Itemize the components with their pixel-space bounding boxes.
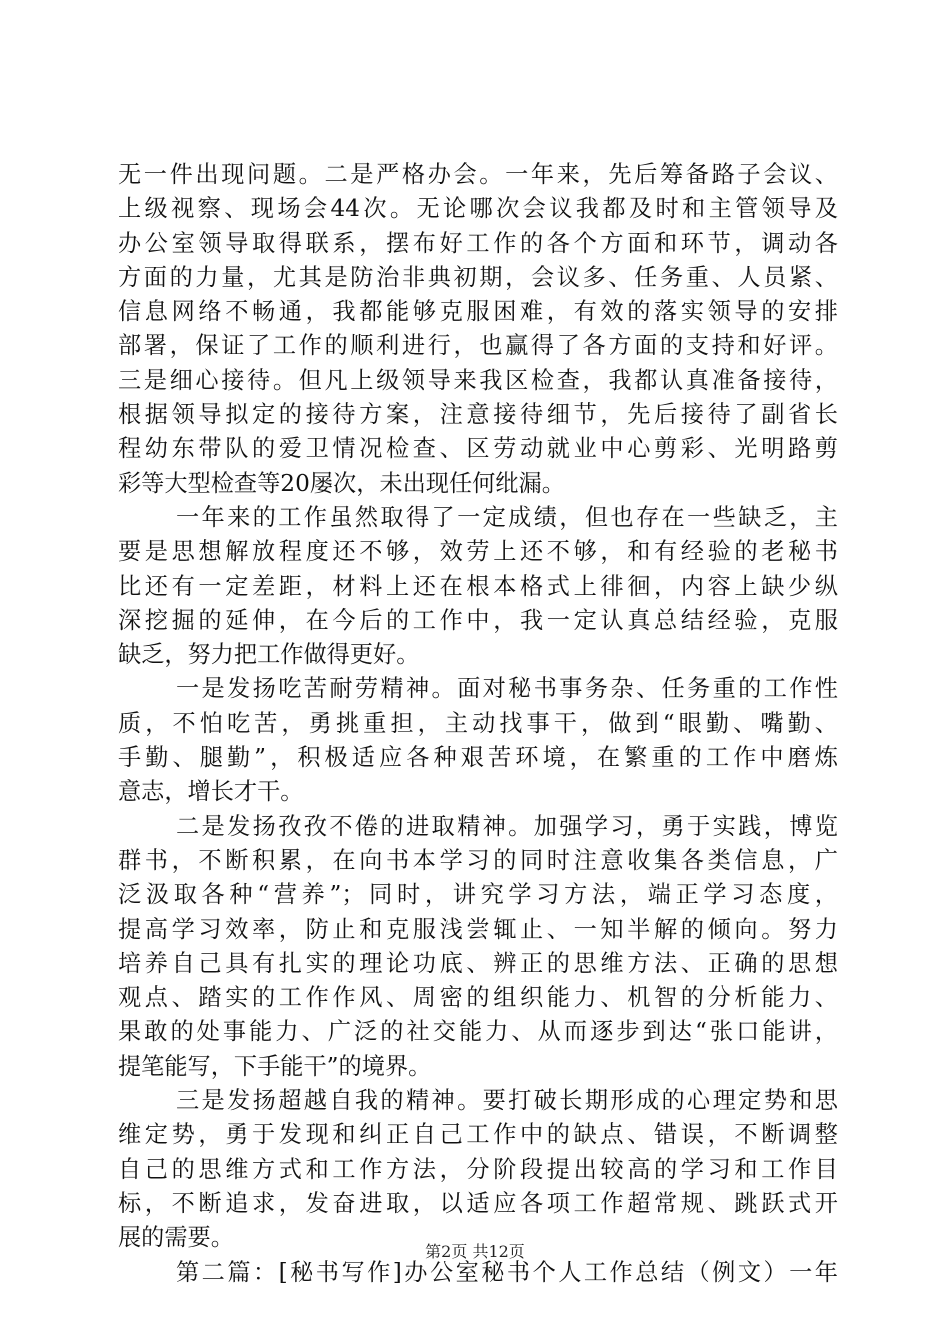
text-line: 一是发扬吃苦耐劳精神。面对秘书事务杂、任务重的工作性 — [176, 675, 838, 703]
text-line: 三是发扬超越自我的精神。要打破长期形成的心理定势和思 — [176, 1087, 838, 1115]
text-line: 观点、踏实的工作作风、周密的组织能力、机智的分析能力、 — [118, 984, 838, 1012]
text-line: 培养自己具有扎实的理论功底、辨正的思维方法、正确的思想 — [118, 949, 838, 977]
text-line: 意志，增长才干。 — [118, 778, 304, 806]
text-line: 果敢的处事能力、广泛的社交能力、从而逐步到达“张口能讲， — [118, 1018, 838, 1046]
text-line: 二是发扬孜孜不倦的进取精神。加强学习，勇于实践，博览 — [176, 812, 838, 840]
text-line: 信息网络不畅通，我都能够克服困难，有效的落实领导的安排 — [118, 298, 838, 326]
document-body — [118, 158, 838, 1290]
page-footer — [0, 1242, 950, 1262]
text-line: 手勤、腿勤”，积极适应各种艰苦环境，在繁重的工作中磨炼 — [118, 744, 838, 772]
text-line: 上级视察、现场会44次。无论哪次会议我都及时和主管领导及 — [118, 195, 838, 223]
text-line: 提笔能写，下手能干”的境界。 — [118, 1052, 432, 1080]
text-line: 比还有一定差距，材料上还在根本格式上徘徊，内容上缺少纵 — [118, 572, 838, 600]
text-line: 根据领导拟定的接待方案，注意接待细节，先后接待了副省长 — [118, 401, 838, 429]
text-line: 三是细心接待。但凡上级领导来我区检查，我都认真准备接待， — [118, 366, 838, 394]
text-line: 第二篇：[秘书写作]办公室秘书个人工作总结（例文）一年 — [176, 1258, 838, 1286]
text-line: 彩等大型检查等20屡次，未出现任何纰漏。 — [118, 469, 565, 497]
text-line: 提高学习效率，防止和克服浅尝辄止、一知半解的倾向。努力 — [118, 915, 838, 943]
text-line: 标，不断追求，发奋进取，以适应各项工作超常规、跳跃式开 — [118, 1189, 838, 1217]
text-line: 群书，不断积累，在向书本学习的同时注意收集各类信息，广 — [118, 846, 838, 874]
text-line: 自己的思维方式和工作方法，分阶段提出较高的学习和工作目 — [118, 1155, 838, 1183]
text-line: 质，不怕吃苦，勇挑重担，主动找事干，做到“眼勤、嘴勤、 — [118, 709, 838, 737]
text-line: 深挖掘的延伸，在今后的工作中，我一定认真总结经验，克服 — [118, 606, 838, 634]
text-line: 泛汲取各种“营养”；同时，讲究学习方法，端正学习态度， — [118, 881, 838, 909]
text-line: 要是思想解放程度还不够，效劳上还不够，和有经验的老秘书 — [118, 538, 838, 566]
text-line: 维定势，勇于发现和纠正自己工作中的缺点、错误，不断调整 — [118, 1121, 838, 1149]
text-line: 无一件出现问题。二是严格办会。一年来，先后筹备路子会议、 — [118, 161, 838, 188]
text-line: 办公室领导取得联系，摆布好工作的各个方面和环节，调动各 — [118, 229, 838, 257]
text-line: 方面的力量，尤其是防治非典初期，会议多、任务重、人员紧、 — [118, 263, 838, 291]
text-line: 部署，保证了工作的顺利进行，也赢得了各方面的支持和好评。 — [118, 332, 838, 360]
page-number-label: 第2页 共12页 — [425, 1242, 525, 1261]
text-line: 一年来的工作虽然取得了一定成绩，但也存在一些缺乏，主 — [176, 503, 838, 531]
text-line: 程幼东带队的爱卫情况检查、区劳动就业中心剪彩、光明路剪 — [118, 435, 838, 463]
text-line: 缺乏，努力把工作做得更好。 — [118, 641, 420, 669]
text-line: 展的需要。 — [118, 1224, 234, 1252]
